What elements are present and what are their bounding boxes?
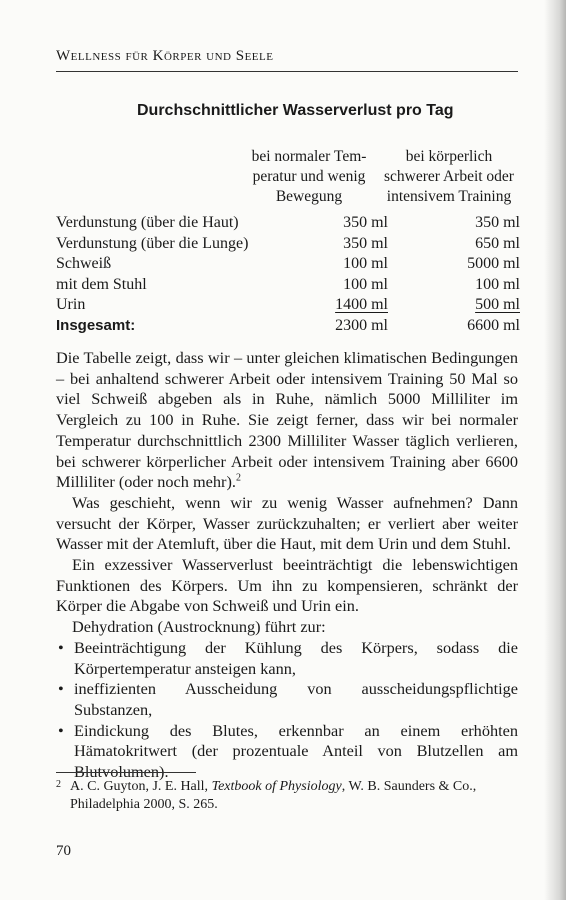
footnote-publisher: , W. B. Saunders & Co.,	[341, 779, 477, 794]
column-header-heavy	[376, 147, 522, 207]
bullet-list	[56, 638, 518, 783]
value-heavy: 650 ml	[475, 234, 520, 252]
paragraph-text: Die Tabelle zeigt, dass wir – unter gleichen klimatischen Bedingungen – bei anhaltend schwerer Arbeit oder intensivem Training 50 Mal so viel Schweiß abgeben als in Ruhe, nämlich 5000 Milliliter im Vergleich zu 100 in Ruhe. Sie zeigt ferner, dass wir bei normaler Temperatur durchschnittlich 2300 Milliliter Wasser täglich verlieren, bei schwerer körperlicher Arbeit oder intensivem Training aber 6600 Milliliter (oder noch mehr).	[56, 348, 518, 492]
column-header-line: schwerer Arbeit oder	[384, 168, 514, 185]
total-heavy: 6600 ml	[467, 316, 520, 334]
table-total-row	[56, 317, 526, 338]
table-row	[56, 296, 526, 317]
header-rule	[56, 71, 518, 72]
body-text	[56, 348, 518, 783]
bullet-icon: •	[58, 679, 64, 699]
value-heavy: 100 ml	[475, 275, 520, 293]
row-label: Verdunstung (über die Haut)	[56, 214, 239, 231]
value-heavy: 350 ml	[475, 214, 520, 231]
list-item	[56, 679, 518, 720]
column-header-line: peratur und wenig	[252, 168, 366, 185]
list-item-text: Beeinträchtigung der Kühlung des Körpers, sodass die Körpertemperatur ansteigen kann,	[74, 637, 518, 678]
value-normal: 350 ml	[343, 214, 388, 231]
bullet-icon: •	[58, 720, 64, 740]
value-normal: 350 ml	[343, 234, 388, 252]
footnote	[56, 778, 516, 814]
footnote-book-title: Textbook of Physiology	[211, 779, 342, 794]
column-header-line: Bewegung	[275, 188, 343, 205]
column-header-line: bei körperlich	[405, 148, 493, 165]
footnote-line: Philadelphia 2000, S. 265.	[70, 797, 218, 812]
bullet-icon: •	[58, 637, 64, 657]
footnote-ref: 2	[235, 472, 241, 484]
paragraph: Was geschieht, wenn wir zu wenig Wasser aufnehmen? Dann versucht der Körper, Wasser zurückzuhalten; er verliert aber weiter Wasser mit der Atemluft, über die Haut, mit dem Urin und dem Stuhl.	[56, 492, 518, 554]
total-normal: 2300 ml	[335, 316, 388, 334]
value-normal: 1400 ml	[335, 296, 388, 314]
table-row	[56, 214, 526, 235]
table-row	[56, 255, 526, 276]
value-normal: 100 ml	[343, 275, 388, 293]
paragraph	[56, 348, 518, 493]
running-head: Wellness für Körper und Seele	[56, 48, 274, 64]
footnote-number: 2	[56, 779, 61, 790]
water-loss-table	[56, 214, 526, 338]
column-header-normal	[238, 147, 380, 207]
page-number: 70	[56, 843, 71, 859]
column-header-line: intensivem Training	[386, 188, 512, 205]
row-label: Schweiß	[56, 255, 112, 273]
list-item-text: Eindickung des Blutes, erkennbar an einem erhöhten Hämatokritwert (der prozentuale Anteil von Blutzellen am Blutvolumen).	[74, 720, 518, 782]
table-row	[56, 235, 526, 256]
table-title: Durchschnittlicher Wasserverlust pro Tag	[137, 102, 454, 119]
value-normal: 100 ml	[343, 255, 388, 273]
table-row	[56, 276, 526, 297]
total-label: Insgesamt:	[56, 316, 136, 334]
row-label: mit dem Stuhl	[56, 275, 147, 293]
list-item	[56, 721, 518, 783]
value-heavy: 500 ml	[475, 296, 520, 314]
value-heavy: 5000 ml	[467, 255, 520, 273]
column-header-line: bei normaler Tem-	[251, 148, 367, 165]
footnote-rule	[56, 772, 196, 773]
footnote-line	[56, 778, 516, 796]
list-item-text: ineffizienten Ausscheidung von ausscheidungspflichtige Substanzen,	[74, 679, 518, 719]
page-edge-shadow	[544, 0, 566, 900]
list-item	[56, 638, 518, 679]
row-label: Urin	[56, 296, 86, 314]
paragraph: Ein exzessiver Wasserverlust beeinträchtigt die lebenswichtigen Funktionen des Körpers. Um ihn zu kompensieren, schränkt der Körper die Abgabe von Schweiß und Urin ein.	[56, 555, 518, 616]
footnote-authors: A. C. Guyton, J. E. Hall,	[70, 779, 212, 794]
paragraph: Dehydration (Austrocknung) führt zur:	[72, 617, 326, 637]
row-label: Verdunstung (über die Lunge)	[56, 234, 249, 252]
